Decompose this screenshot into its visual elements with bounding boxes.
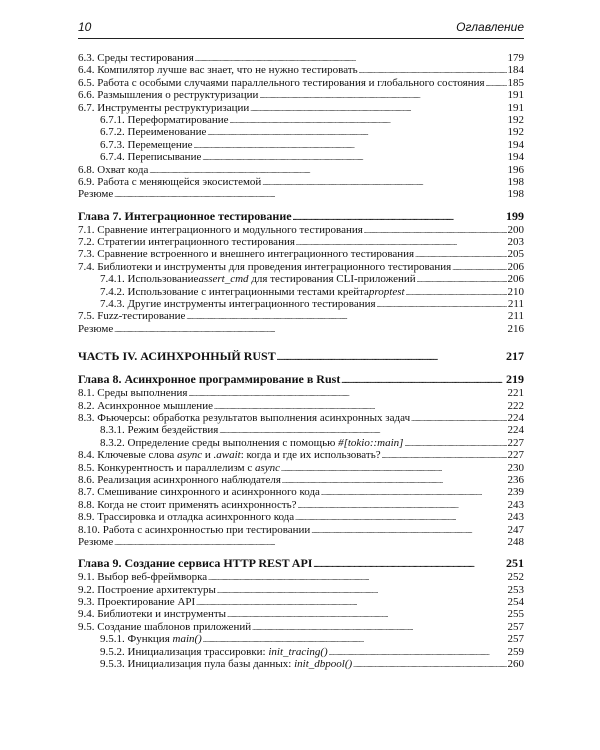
toc-leader-dots (377, 298, 507, 311)
toc-page-number: 203 (507, 236, 524, 249)
toc-entry[interactable] (78, 323, 524, 335)
toc-entry[interactable] (78, 633, 524, 645)
toc-page-number: 194 (507, 138, 524, 151)
toc-entry-label: Фьючерсы: обработка результатов выполнения асинхронных задач (97, 411, 411, 424)
toc-leader-dots (186, 310, 506, 323)
toc-entry-title (78, 261, 451, 273)
toc-entry[interactable] (78, 621, 524, 633)
toc-page-number: 227 (507, 436, 524, 449)
toc-leader-dots (382, 449, 507, 462)
toc-leader-dots (404, 437, 506, 450)
toc-entry-number: 7.5. (78, 310, 98, 323)
toc-leader-dots (353, 658, 506, 671)
toc-entry-number: 8.2. (78, 399, 98, 412)
toc-entry[interactable] (78, 248, 524, 260)
toc-entry-code: async (174, 449, 203, 462)
toc-entry-label: Асинхронное мышление (97, 399, 213, 412)
toc-leader-dots (329, 646, 507, 659)
toc-leader-dots (194, 139, 507, 152)
toc-entry-title (100, 633, 202, 645)
toc-page-number: 257 (507, 633, 524, 646)
toc-entry-title (78, 188, 113, 200)
toc-entry-number: 7.1. (78, 223, 98, 236)
toc-entry[interactable] (78, 164, 524, 176)
toc-page-number: 206 (507, 273, 524, 286)
toc-entry-title (78, 462, 280, 474)
toc-entry-number: 6.7.4. (100, 151, 128, 164)
toc-entry-title (78, 224, 363, 236)
table-of-contents (78, 52, 524, 670)
toc-page-number: 222 (507, 399, 524, 412)
toc-entry-label: Работа с асинхронностью при тестировании (102, 523, 311, 536)
toc-entry-label: Среды выполнения (97, 387, 188, 400)
toc-entry-number: 6.8. (78, 163, 98, 176)
toc-entry-code: init_dbpool() (291, 658, 353, 671)
toc-page-number: 199 (506, 208, 524, 223)
toc-entry-title (100, 298, 376, 310)
toc-entry[interactable] (78, 310, 524, 322)
toc-entry-title (100, 114, 229, 126)
toc-entry[interactable] (78, 102, 524, 114)
toc-entry-label: Резюме (78, 188, 114, 201)
toc-entry-number: 8.1. (78, 387, 98, 400)
toc-entry-title (78, 449, 381, 461)
toc-page-number: 243 (507, 498, 524, 511)
toc-entry-label: Работа с меняющейся экосистемой (97, 175, 262, 188)
toc-entry-title (100, 658, 352, 670)
toc-entry-title (78, 511, 294, 523)
toc-entry-number: 7.4.3. (100, 298, 128, 311)
toc-entry-number: 8.3.2. (100, 436, 128, 449)
toc-entry-number: 8.5. (78, 461, 98, 474)
toc-page-number: 247 (507, 523, 524, 536)
toc-entry[interactable] (78, 64, 524, 76)
toc-entry-code: proptest (368, 285, 405, 298)
toc-entry-label: Переписывание (127, 151, 202, 164)
toc-entry-title (78, 474, 281, 486)
toc-entry-label: Библиотеки и инструменты для проведения интеграционного тестирования (97, 260, 452, 273)
toc-page-number: 227 (507, 449, 524, 462)
toc-entry[interactable] (78, 499, 524, 511)
toc-leader-dots (114, 188, 506, 201)
toc-entry[interactable] (78, 188, 524, 200)
toc-entry[interactable] (78, 608, 524, 620)
toc-entry-title (78, 499, 297, 511)
toc-leader-dots (259, 89, 506, 102)
toc-entry-label: Использование с интеграционными тестами крейта (127, 285, 369, 298)
toc-entry-title (100, 151, 201, 163)
toc-entry-code: main() (169, 633, 202, 646)
toc-entry[interactable] (78, 77, 524, 89)
toc-entry-label: Функция (127, 633, 170, 646)
toc-entry-title (78, 486, 320, 498)
toc-entry-title (78, 310, 185, 322)
toc-entry-label: Глава 8. Асинхронное программирование в Rust (78, 372, 341, 387)
toc-entry-number: 6.4. (78, 64, 98, 77)
toc-spacer (78, 201, 524, 209)
toc-leader-dots (214, 400, 507, 413)
toc-entry-label: Создание шаблонов приложений (97, 620, 252, 633)
toc-entry-number: 8.8. (78, 498, 98, 511)
toc-entry[interactable] (78, 52, 524, 64)
toc-page-number: 210 (507, 285, 524, 298)
toc-entry-title (78, 52, 194, 64)
toc-leader-dots (114, 323, 506, 336)
toc-entry-number: 8.3. (78, 411, 98, 424)
toc-page-number: 198 (507, 188, 524, 201)
toc-entry[interactable] (78, 236, 524, 248)
toc-entry[interactable] (78, 273, 524, 285)
toc-entry[interactable] (78, 437, 524, 449)
toc-entry-number: 8.9. (78, 511, 98, 524)
toc-leader-dots (250, 102, 506, 115)
toc-page-number: 185 (507, 76, 524, 89)
toc-leader-dots (296, 236, 507, 249)
toc-entry[interactable] (78, 424, 524, 436)
toc-entry-label: Библиотеки и инструменты (97, 608, 227, 621)
toc-page-number: 196 (507, 163, 524, 176)
toc-leader-dots (195, 52, 507, 65)
toc-entry-label: Конкурентность и параллелизм с (97, 461, 253, 474)
toc-entry[interactable] (78, 462, 524, 474)
toc-spacer (78, 548, 524, 556)
toc-page-number: 219 (506, 372, 524, 387)
toc-entry-label: Реализация асинхронного наблюдателя (97, 473, 281, 486)
toc-entry-title (100, 437, 403, 449)
toc-entry-number: 7.4.2. (100, 285, 128, 298)
toc-leader-dots (114, 536, 506, 549)
toc-entry-title (78, 584, 216, 596)
toc-entry[interactable] (78, 412, 524, 424)
toc-page-number: 257 (507, 620, 524, 633)
toc-entry[interactable] (78, 536, 524, 548)
toc-entry-title (78, 77, 485, 89)
toc-page-number: 217 (506, 349, 524, 364)
toc-leader-dots (196, 596, 506, 609)
toc-entry-number: 9.5. (78, 620, 98, 633)
toc-page-number: 251 (506, 556, 524, 571)
toc-entry[interactable] (78, 571, 524, 583)
toc-page-number: 192 (507, 113, 524, 126)
toc-entry-title (78, 621, 251, 633)
toc-entry[interactable] (78, 449, 524, 461)
toc-leader-dots (359, 64, 507, 77)
toc-entry-title (78, 176, 261, 188)
toc-entry-label: Инициализация пула базы данных: (127, 658, 292, 671)
toc-chapter[interactable] (78, 556, 524, 571)
toc-entry-code: async (252, 461, 281, 474)
toc-entry-number: 9.4. (78, 608, 98, 621)
toc-entry-label: Переименование (127, 126, 207, 139)
toc-entry-code: assert_cmd (198, 273, 249, 286)
toc-page-number: 259 (507, 645, 524, 658)
toc-entry[interactable] (78, 658, 524, 670)
toc-entry[interactable] (78, 89, 524, 101)
toc-entry-label: Другие инструменты интеграционного тестирования (127, 298, 376, 311)
toc-leader-dots (452, 261, 506, 274)
toc-entry-label: Резюме (78, 535, 114, 548)
toc-entry-title (78, 608, 226, 620)
toc-page-number: 191 (507, 89, 524, 102)
toc-entry[interactable] (78, 151, 524, 163)
toc-entry-number: 8.4. (78, 449, 98, 462)
toc-entry-label-tail: для тестирования CLI-приложений (248, 273, 416, 286)
toc-entry-label: Сравнение встроенного и внешнего интеграционного тестирования (97, 248, 415, 261)
toc-entry-label-tail: : когда и где их использовать? (240, 449, 381, 462)
toc-leader-dots (486, 77, 507, 90)
toc-entry-title (78, 524, 310, 536)
toc-entry[interactable] (78, 286, 524, 298)
toc-page-number: 239 (507, 486, 524, 499)
toc-entry-label: Среды тестирования (97, 52, 194, 64)
toc-entry[interactable] (78, 511, 524, 523)
toc-entry-number: 9.5.2. (100, 645, 128, 658)
toc-entry-title (78, 400, 213, 412)
toc-entry-number: 6.7.2. (100, 126, 128, 139)
toc-entry-number: 7.4.1. (100, 273, 128, 286)
toc-entry[interactable] (78, 646, 524, 658)
toc-leader-dots (364, 224, 507, 237)
toc-entry-label: Сравнение интеграционного и модульного тестирования (97, 223, 363, 236)
toc-page-number: 236 (507, 473, 524, 486)
toc-entry-number: 6.7.3. (100, 138, 128, 151)
toc-entry-number: 6.3. (78, 52, 98, 64)
toc-page-number: 179 (507, 52, 524, 64)
toc-leader-dots (227, 608, 506, 621)
toc-entry-label: Резюме (78, 322, 114, 335)
toc-leader-dots (262, 176, 506, 189)
toc-page-number: 252 (507, 571, 524, 584)
toc-entry-title (78, 536, 113, 548)
toc-entry-label: Трассировка и отладка асинхронного кода (97, 511, 295, 524)
toc-entry-number: 6.7. (78, 101, 98, 114)
toc-entry[interactable] (78, 261, 524, 273)
toc-page-number: 205 (507, 248, 524, 261)
toc-entry-label: Компилятор лучше вас знает, что не нужно тестировать (97, 64, 358, 77)
toc-entry-number: 6.7.1. (100, 113, 128, 126)
toc-entry-number: 7.4. (78, 260, 98, 273)
toc-entry-label: Стратегии интеграционного тестирования (97, 236, 295, 249)
toc-entry-label-tail: и (202, 449, 214, 462)
toc-entry-label: Ключевые слова (97, 449, 175, 462)
toc-entry-label: Когда не стоит применять асинхронность? (97, 498, 297, 511)
toc-chapter[interactable] (78, 372, 524, 387)
toc-entry-title (78, 209, 292, 224)
toc-entry-title (78, 323, 113, 335)
toc-entry-number: 9.1. (78, 571, 98, 584)
toc-chapter[interactable] (78, 209, 524, 224)
toc-leader-dots (295, 511, 506, 524)
toc-entry[interactable] (78, 126, 524, 138)
toc-entry-title (78, 164, 148, 176)
toc-entry-label: Fuzz-тестирование (97, 310, 186, 323)
toc-entry-number: 6.5. (78, 76, 98, 89)
toc-page-number: 253 (507, 583, 524, 596)
toc-entry-title (78, 372, 340, 387)
toc-page-number: 192 (507, 126, 524, 139)
toc-entry-title (78, 412, 410, 424)
toc-entry-label: Размышления о реструктуризации (97, 89, 259, 102)
toc-entry-number: 8.10. (78, 523, 103, 536)
toc-entry-label: Выбор веб-фреймворка (97, 571, 208, 584)
toc-leader-dots (149, 164, 506, 177)
toc-leader-dots (282, 474, 507, 487)
toc-entry-number: 9.5.1. (100, 633, 128, 646)
toc-chapter[interactable] (78, 349, 524, 364)
toc-entry-title (78, 556, 312, 571)
toc-entry-number: 8.6. (78, 473, 98, 486)
toc-leader-dots (203, 633, 507, 646)
toc-entry-title (78, 596, 195, 608)
toc-entry-number: 7.2. (78, 236, 98, 249)
toc-leader-dots (252, 621, 506, 634)
toc-entry-label: Охват кода (97, 163, 149, 176)
toc-entry[interactable] (78, 176, 524, 188)
toc-entry[interactable] (78, 474, 524, 486)
toc-page-number: 191 (507, 101, 524, 114)
toc-entry-label: Перемещение (127, 138, 193, 151)
toc-page-number: 254 (507, 596, 524, 609)
toc-page-number: 198 (507, 175, 524, 188)
toc-entry-title (78, 248, 414, 260)
toc-page-number: 224 (507, 424, 524, 437)
toc-leader-dots (281, 462, 506, 475)
toc-page-number: 184 (507, 64, 524, 77)
page-number: 10 (78, 20, 92, 34)
toc-entry-label: Проектирование API (97, 596, 196, 609)
toc-leader-dots (321, 486, 507, 499)
toc-leader-dots (277, 349, 505, 366)
toc-entry-title (100, 424, 218, 436)
toc-page-number: 230 (507, 461, 524, 474)
toc-entry-number: 6.6. (78, 89, 98, 102)
toc-leader-dots (208, 571, 506, 584)
toc-spacer (78, 335, 524, 349)
toc-entry-title (78, 89, 258, 101)
toc-entry-label: Переформатирование (127, 113, 229, 126)
toc-leader-dots (298, 499, 507, 512)
toc-entry-title (100, 126, 206, 138)
toc-entry-label: ЧАСТЬ IV. АСИНХРОННЫЙ RUST (78, 349, 276, 364)
toc-entry-title (100, 286, 405, 298)
toc-leader-dots (219, 424, 506, 437)
toc-entry-label: Определение среды выполнения с помощью (127, 436, 336, 449)
toc-entry[interactable] (78, 584, 524, 596)
toc-leader-dots (406, 286, 507, 299)
toc-entry-label: Построение архитектуры (97, 583, 216, 596)
toc-page-number: 206 (507, 260, 524, 273)
toc-entry-label: Инициализация трассировки: (127, 645, 266, 658)
toc-leader-dots (230, 114, 507, 127)
toc-entry-number: 8.3.1. (100, 424, 128, 437)
toc-entry-code: .await (213, 449, 241, 462)
toc-entry-title (100, 646, 328, 658)
toc-entry-number: 7.3. (78, 248, 98, 261)
toc-leader-dots (311, 524, 506, 537)
running-title: Оглавление (456, 20, 524, 34)
toc-entry[interactable] (78, 387, 524, 399)
toc-leader-dots (417, 273, 507, 286)
toc-entry[interactable] (78, 224, 524, 236)
toc-entry-code: init_tracing() (265, 645, 328, 658)
toc-entry-label: Работа с особыми случаями параллельного тестирования и глобального состояния (97, 76, 485, 89)
toc-entry-title (78, 387, 187, 399)
toc-entry-title (100, 139, 193, 151)
toc-entry-label: Глава 9. Создание сервиса HTTP REST API (78, 556, 313, 571)
toc-entry-title (78, 102, 249, 114)
toc-entry-label: Использование (127, 273, 199, 286)
toc-entry-title (78, 64, 358, 76)
toc-page-number: 248 (507, 535, 524, 548)
toc-page-number: 216 (507, 322, 524, 335)
toc-page-number: 200 (507, 223, 524, 236)
toc-entry[interactable] (78, 114, 524, 126)
toc-leader-dots (202, 151, 506, 164)
toc-entry-title (78, 236, 295, 248)
toc-page-number: 221 (507, 387, 524, 400)
toc-entry[interactable] (78, 486, 524, 498)
toc-entry-number: 6.9. (78, 175, 98, 188)
toc-leader-dots (188, 387, 506, 400)
toc-entry-number: 9.2. (78, 583, 98, 596)
toc-entry[interactable] (78, 524, 524, 536)
toc-entry-label: Смешивание синхронного и асинхронного кода (97, 486, 320, 499)
toc-entry-title (78, 349, 276, 364)
toc-page-number: 211 (507, 298, 524, 311)
page-header (78, 20, 524, 39)
toc-entry[interactable] (78, 596, 524, 608)
toc-entry-label: Глава 7. Интеграционное тестирование (78, 208, 292, 223)
toc-entry-number: 8.7. (78, 486, 98, 499)
toc-entry-title (78, 571, 207, 583)
toc-page-number: 211 (507, 310, 524, 323)
toc-entry-title (100, 273, 416, 285)
toc-entry-label: Режим бездействия (127, 424, 219, 437)
toc-leader-dots (411, 412, 506, 425)
toc-page-number: 260 (507, 658, 524, 671)
toc-leader-dots (207, 126, 506, 139)
toc-entry[interactable] (78, 298, 524, 310)
toc-entry[interactable] (78, 139, 524, 151)
toc-page-number: 224 (507, 411, 524, 424)
toc-page-number: 255 (507, 608, 524, 621)
toc-page-number: 243 (507, 511, 524, 524)
toc-page-number: 194 (507, 151, 524, 164)
toc-entry-number: 9.5.3. (100, 658, 128, 671)
toc-entry-code: #[tokio::main] (335, 436, 404, 449)
toc-leader-dots (217, 584, 507, 597)
toc-entry-label: Инструменты реструктуризации (97, 101, 250, 114)
toc-entry[interactable] (78, 400, 524, 412)
toc-leader-dots (415, 248, 506, 261)
toc-entry-number: 9.3. (78, 596, 98, 609)
